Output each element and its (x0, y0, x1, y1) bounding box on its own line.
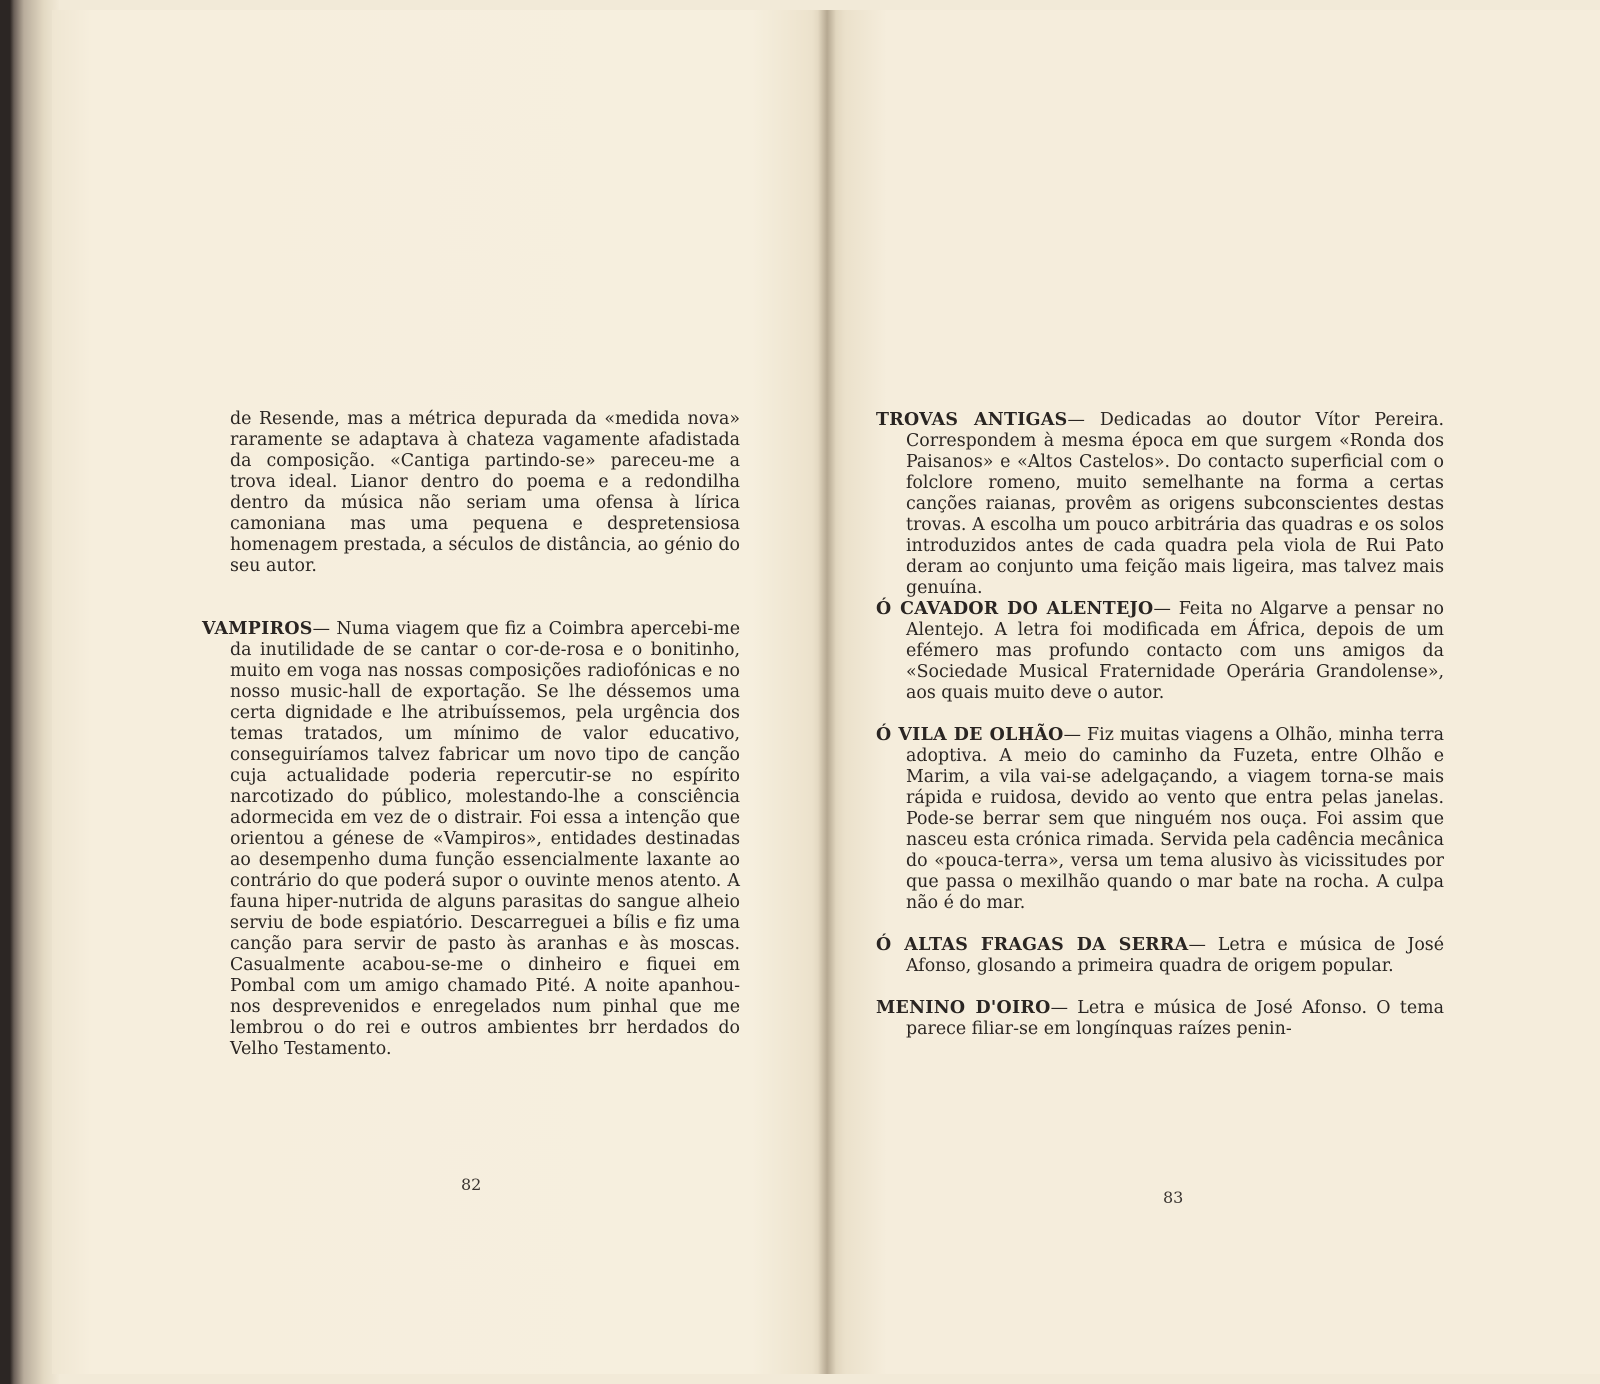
entry-text: — Fiz muitas viagens a Olhão, minha terra adoptiva. A meio do caminho da Fuzeta, entre Olhão e Marim, a vila vai-se adelgaçando, a viagem torna-se mais rápida e ruidosa, devido ao vento que entra pelas janelas. Pode-se berrar sem que ninguém nos ouça. Foi assim que nasceu esta crónica rimada. Servida pela cadência mecânica do «pouca-terra», versa um tema alusivo às vicissitudes por que passa o mexilhão quando o mar bate na rocha. A culpa não é do mar. (906, 725, 1444, 913)
entry-title: TROVAS ANTIGAS (876, 410, 1068, 430)
entry-title: VAMPIROS (202, 619, 313, 639)
page-number-right: 83 (1163, 1188, 1184, 1207)
continuation-paragraph: de Resende, mas a métrica depurada da «medida nova» raramente se adaptava à chateza vagamente afadistada da composição. «Cantiga partindo-se» pareceu-me a trova ideal. Lianor dentro do poema e a redondilha dentro da música não seriam uma ofensa à lírica camoniana mas uma pequena e despretensiosa homenagem prestada, a séculos de distância, ao génio do seu autor. (230, 409, 740, 576)
entry-text: — Dedicadas ao doutor Vítor Pereira. Correspondem à mesma época em que surgem «Ronda dos Paisanos» e «Altos Castelos». Do contacto superficial com o folclore romeno, muito semelhante na forma a certas canções raianas, provêm as origens subconscientes destas trovas. A escolha um pouco arbitrária das quadras e os solos introduzidos antes de cada quadra pela viola de Rui Pato deram ao conjunto uma feição mais ligeira, mas talvez mais genuína. (906, 410, 1444, 598)
entry-vila-de-olhao (876, 725, 1444, 914)
entry-text: — Letra e música de José Afonso, glosando a primeira quadra de origem popular. (906, 935, 1445, 976)
entry-text: — Letra e música de José Afonso. O tema parece filiar-se em longínquas raízes penin- (906, 998, 1444, 1039)
entry-title: Ó CAVADOR DO ALENTEJO (876, 599, 1154, 619)
left-page-text (202, 409, 740, 1060)
entry-text: — Feita no Algarve a pensar no Alentejo. A letra foi modificada em África, depois de um efémero mas profundo contacto com uns amigos da «Sociedade Musical Fraternidade Operária Grandolense», aos quais muito deve o autor. (906, 599, 1444, 703)
entry-text: — Numa viagem que fiz a Coimbra apercebi-me da inutilidade de se cantar o cor-de-rosa e o bonitinho, muito em voga nas nossas composições radiofónicas e no nosso music-hall de exportação. Se lhe déssemos uma certa dignidade e lhe atribuíssemos, pela urgência dos temas tratados, um mínimo de valor educativo, conseguiríamos talvez fabricar um novo tipo de canção cuja actualidade poderia repercutir-se no espírito narcotizado do público, molestando-lhe a consciência adormecida em vez de o distrair. Foi essa a intenção que orientou a génese de «Vampiros», entidades destinadas ao desempenho duma função essencialmente laxante ao contrário do que poderá supor o ouvinte menos atento. A fauna hiper-nutrida de alguns parasitas do sangue alheio serviu de bode espiatório. Descarreguei a bílis e fiz uma canção para servir de pasto às aranhas e às moscas. Casualmente acabou-se-me o dinheiro e fiquei em Pombal com um amigo chamado Pité. A noite apanhou-nos desprevenidos e enregelados num pinhal que me lembrou o do rei e outros ambientes brr herdados do Velho Testamento. (230, 619, 740, 1059)
entry-title: Ó VILA DE OLHÃO (876, 725, 1064, 745)
entry-title: MENINO D'OIRO (876, 998, 1051, 1018)
right-page-text (876, 410, 1445, 1040)
entry-title: Ó ALTAS FRAGAS DA SERRA (876, 935, 1189, 955)
entry-menino-doiro (876, 998, 1444, 1040)
entry-vampiros (202, 619, 740, 1060)
book-gutter (818, 10, 836, 1374)
entry-cavador-do-alentejo (876, 599, 1444, 704)
page-number-left: 82 (461, 1175, 482, 1194)
entry-altas-fragas-da-serra (876, 935, 1444, 977)
entry-trovas-antigas (876, 410, 1444, 599)
